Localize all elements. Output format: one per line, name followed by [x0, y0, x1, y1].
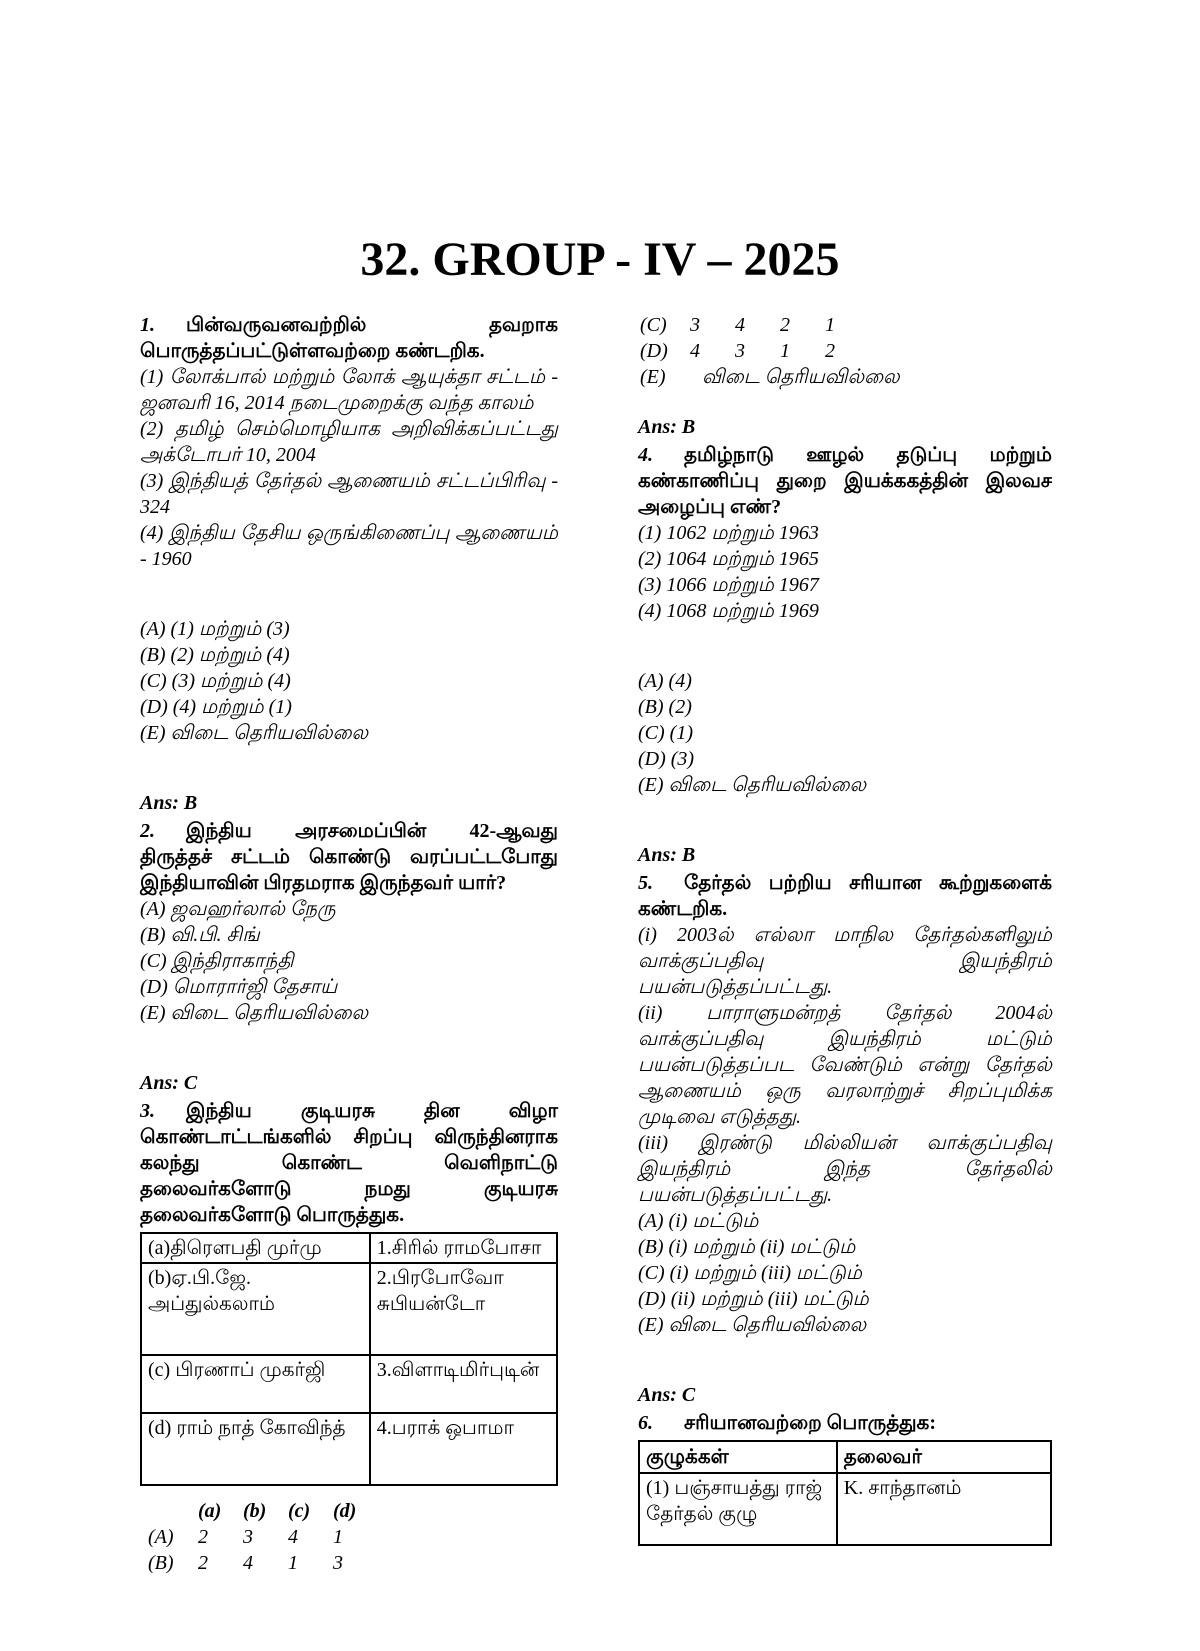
table-row — [141, 1413, 557, 1485]
question-6-text: சரியானவற்றை பொருத்துக: — [684, 1412, 937, 1434]
match-right-cell: 3.விளாடிமிர்புடின் — [370, 1355, 557, 1413]
matrix-cell: (B) — [148, 1552, 174, 1574]
matrix-cell: 3 — [690, 314, 700, 336]
question-6-header — [638, 1410, 1052, 1436]
question-5-option-d: (D) (ii) மற்றும் (iii) மட்டும் — [638, 1288, 869, 1310]
matrix-cell: 4 — [243, 1552, 253, 1574]
matrix-head-d: (d) — [333, 1500, 357, 1522]
question-1-item-4: (4) இந்திய தேசிய ஒருங்கிணைப்பு ஆணையம் - 1960 — [140, 522, 558, 570]
question-5-number: 5. — [638, 872, 653, 894]
column-header-leader: தலைவர் — [837, 1441, 1051, 1473]
question-1-number: 1. — [140, 314, 155, 336]
matrix-head-c: (c) — [288, 1500, 311, 1522]
option-e-marker: (E) — [640, 366, 666, 388]
question-2-option-d: (D) மொரார்ஜி தேசாய் — [140, 976, 338, 998]
matrix-row-B — [148, 1550, 558, 1576]
question-2-number: 2. — [140, 820, 155, 842]
matrix-row-C — [640, 312, 1052, 338]
matrix-cell: (D) — [640, 340, 668, 362]
question-5-option-a: (A) (i) மட்டும் — [638, 1210, 759, 1232]
match-left-cell: (a)திரௌபதி முர்மு — [141, 1233, 370, 1263]
matrix-cell: 2 — [825, 340, 835, 362]
question-3-option-matrix-left — [140, 1498, 558, 1576]
match-right-cell: 4.பராக் ஒபாமா — [370, 1413, 557, 1485]
question-2-header — [140, 818, 558, 896]
question-3-option-matrix-right — [638, 312, 1052, 390]
question-1-option-d: (D) (4) மற்றும் (1) — [140, 696, 292, 718]
matrix-cell: 4 — [735, 314, 745, 336]
question-3-option-e — [640, 364, 1052, 390]
question-5-options — [638, 1208, 1052, 1338]
question-4-number: 4. — [638, 444, 653, 466]
question-5-text: தேர்தல் பற்றிய சரியான கூற்றுகளைக் கண்டறிக. — [638, 872, 1052, 920]
matrix-cell: 2 — [198, 1552, 208, 1574]
question-6-number: 6. — [638, 1412, 653, 1434]
matrix-empty-cell — [148, 1498, 198, 1524]
question-3-text: இந்திய குடியரசு தின விழா கொண்டாட்டங்களில் சிறப்பு விருந்தினராக கலந்து கொண்ட வெளிநாட்டு தலைவர்களோடு நமது குடியரசு தலைவர்களோடு பொருத்துக. — [140, 1100, 558, 1226]
question-4-option-c: (C) (1) — [638, 722, 693, 744]
question-4-text: தமிழ்நாடு ஊழல் தடுப்பு மற்றும் கண்காணிப்பு துறை இயக்ககத்தின் இலவச அழைப்பு எண்? — [638, 444, 1052, 518]
question-5-option-c: (C) (i) மற்றும் (iii) மட்டும் — [638, 1262, 863, 1284]
question-5-header — [638, 870, 1052, 922]
question-3-number: 3. — [140, 1100, 155, 1122]
question-6-match-table — [638, 1440, 1052, 1546]
table-row — [141, 1233, 557, 1263]
question-2-options — [140, 896, 558, 1026]
matrix-head-a: (a) — [198, 1500, 222, 1522]
question-2-option-c: (C) இந்திராகாந்தி — [140, 950, 294, 972]
table-header-row — [639, 1441, 1051, 1473]
question-2-answer: Ans: C — [140, 1072, 198, 1094]
matrix-header-row — [148, 1498, 558, 1524]
table-row — [141, 1263, 557, 1355]
two-column-layout — [140, 312, 1052, 1576]
match-right-cell: 2.பிரபோவோ சுபியன்டோ — [370, 1263, 557, 1355]
question-5-statement-2: (ii) பாராளுமன்றத் தேர்தல் 2004ல் வாக்குப்பதிவு இயந்திரம் மட்டும் பயன்படுத்தப்பட வேண்டும் என்று தேர்தல் ஆணையம் ஒரு வரலாற்றுச் சிறப்புமிக்க முடிவை எடுத்தது. — [638, 1002, 1052, 1128]
matrix-cell: (A) — [148, 1526, 174, 1548]
question-5-statement-1: (i) 2003ல் எல்லா மாநில தேர்தல்களிலும் வாக்குப்பதிவு இயந்திரம் பயன்படுத்தப்பட்டது. — [638, 924, 1052, 998]
matrix-row-D — [640, 338, 1052, 364]
question-1-item-2: (2) தமிழ் செம்மொழியாக அறிவிக்கப்பட்டது அக்டோபர் 10, 2004 — [140, 418, 558, 466]
question-3-match-table — [140, 1232, 558, 1486]
matrix-cell: (C) — [640, 314, 667, 336]
question-2-option-b: (B) வி.பி. சிங் — [140, 924, 260, 946]
question-2-option-a: (A) ஜவஹர்லால் நேரு — [140, 898, 336, 920]
question-3-header — [140, 1098, 558, 1228]
question-4-option-d: (D) (3) — [638, 748, 695, 770]
matrix-cell: 1 — [333, 1526, 343, 1548]
matrix-cell: 1 — [780, 340, 790, 362]
match-right-cell: K. சாந்தானம் — [837, 1473, 1051, 1545]
question-1-header — [140, 312, 558, 364]
question-4-item-1: (1) 1062 மற்றும் 1963 — [638, 522, 819, 544]
question-5-option-e: (E) விடை தெரியவில்லை — [638, 1314, 867, 1336]
question-4-option-a: (A) (4) — [638, 670, 692, 692]
matrix-row-A — [148, 1524, 558, 1550]
question-2-text: இந்திய அரசமைப்பின் 42-ஆவது திருத்தச் சட்டம் கொண்டு வரப்பட்டபோது இந்தியாவின் பிரதமராக இருந்தவர் யார்? — [140, 820, 558, 894]
match-left-cell: (b)ஏ.பி.ஜே. அப்துல்கலாம் — [141, 1263, 370, 1355]
matrix-cell: 3 — [333, 1552, 343, 1574]
question-1-item-1: (1) லோக்பால் மற்றும் லோக் ஆயுக்தா சட்டம் - ஜனவரி 16, 2014 நடைமுறைக்கு வந்த காலம் — [140, 366, 558, 414]
question-4-answer: Ans: B — [638, 844, 696, 866]
question-1-text: பின்வருவனவற்றில் தவறாக பொருத்தப்பட்டுள்ளவற்றை கண்டறிக. — [140, 314, 558, 362]
match-right-cell: 1.சிரில் ராமபோசா — [370, 1233, 557, 1263]
question-4-item-3: (3) 1066 மற்றும் 1967 — [638, 574, 819, 596]
matrix-cell: 1 — [825, 314, 835, 336]
page-title: 32. GROUP - IV – 2025 — [360, 233, 840, 286]
question-1-option-e: (E) விடை தெரியவில்லை — [140, 722, 369, 744]
question-4-option-e: (E) விடை தெரியவில்லை — [638, 774, 867, 796]
table-row — [141, 1355, 557, 1413]
left-column — [140, 312, 558, 1576]
right-column — [638, 312, 1052, 1576]
column-header-groups: குழுக்கள் — [639, 1441, 837, 1473]
question-4-item-4: (4) 1068 மற்றும் 1969 — [638, 600, 819, 622]
question-1-option-a: (A) (1) மற்றும் (3) — [140, 618, 290, 640]
matrix-head-b: (b) — [243, 1500, 267, 1522]
question-1-item-3: (3) இந்தியத் தேர்தல் ஆணையம் சட்டப்பிரிவு - 324 — [140, 470, 558, 518]
question-1-option-b: (B) (2) மற்றும் (4) — [140, 644, 290, 666]
question-5-statement-3: (iii) இரண்டு மில்லியன் வாக்குப்பதிவு இயந்திரம் இந்த தேர்தலில் பயன்படுத்தப்பட்டது. — [638, 1132, 1052, 1206]
match-left-cell: (d) ராம் நாத் கோவிந்த் — [141, 1413, 370, 1485]
question-5-answer: Ans: C — [638, 1384, 696, 1406]
matrix-cell: 1 — [288, 1552, 298, 1574]
matrix-cell: 3 — [243, 1526, 253, 1548]
question-4-header — [638, 442, 1052, 520]
question-2-option-e: (E) விடை தெரியவில்லை — [140, 1002, 369, 1024]
matrix-cell: 2 — [198, 1526, 208, 1548]
matrix-cell: 4 — [690, 340, 700, 362]
matrix-cell: 2 — [780, 314, 790, 336]
question-1-option-c: (C) (3) மற்றும் (4) — [140, 670, 291, 692]
question-1-answer: Ans: B — [140, 792, 198, 814]
match-left-cell: (1) பஞ்சாயத்து ராஜ் தேர்தல் குழு — [639, 1473, 837, 1545]
question-3-answer: Ans: B — [638, 416, 696, 438]
question-4-item-2: (2) 1064 மற்றும் 1965 — [638, 548, 819, 570]
table-row — [639, 1473, 1051, 1545]
question-4-option-b: (B) (2) — [638, 696, 692, 718]
question-5-option-b: (B) (i) மற்றும் (ii) மட்டும் — [638, 1236, 856, 1258]
match-left-cell: (c) பிரணாப் முகர்ஜி — [141, 1355, 370, 1413]
question-1-options — [140, 616, 558, 746]
question-4-options — [638, 668, 1052, 798]
option-e-text: விடை தெரியவில்லை — [702, 366, 900, 388]
matrix-cell: 4 — [288, 1526, 298, 1548]
matrix-cell: 3 — [735, 340, 745, 362]
